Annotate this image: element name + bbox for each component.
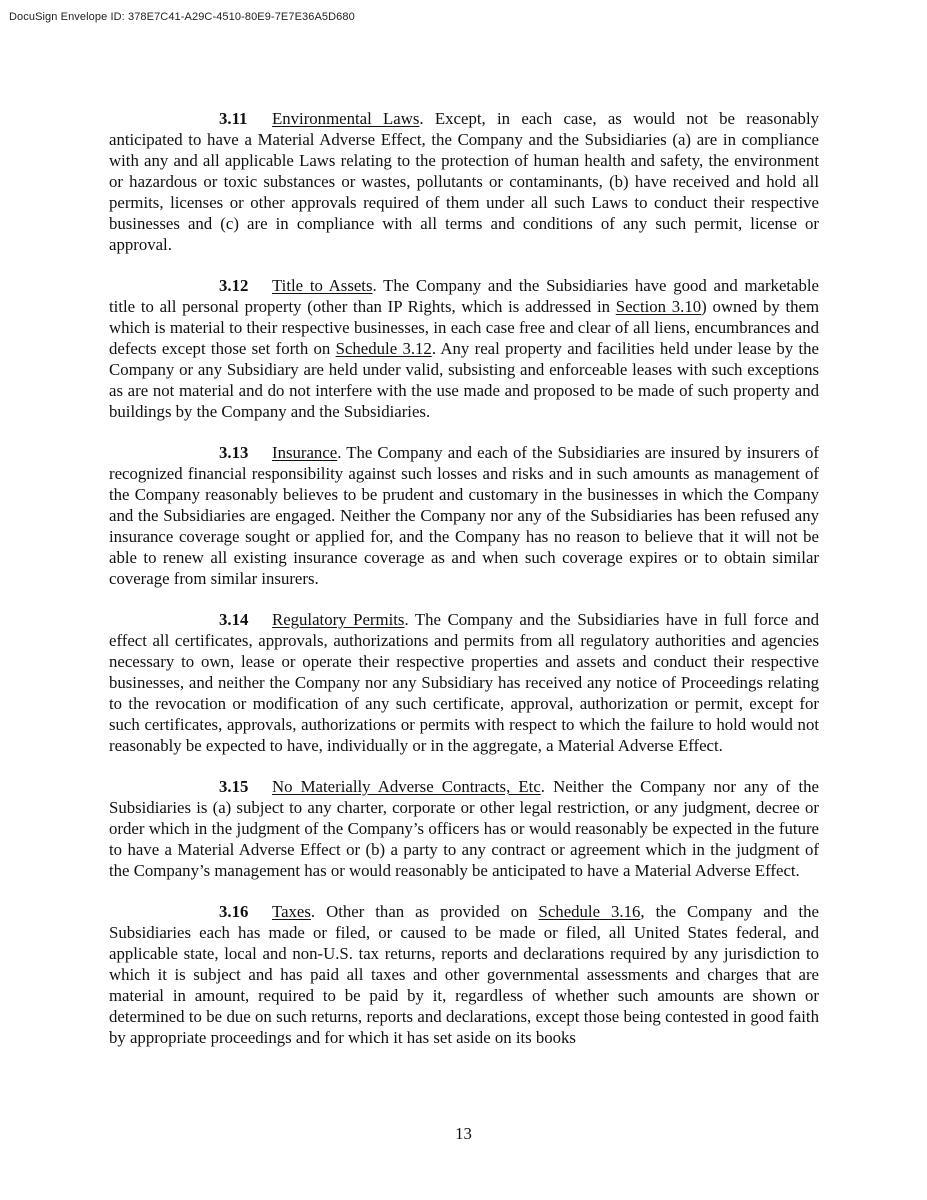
section-heading: Title to Assets: [272, 276, 373, 295]
section-text: . Except, in each case, as would not be reasonably anticipated to have a Material Adverse Effect, the Company and the Subsidiaries (a) are in compliance with any and all applicable Laws relating to the protection of human health and safety, the environment or hazardous or toxic substances or wastes, pollutants or contaminants, (b) have received and hold all permits, licenses or other approvals required of them under all such Laws to conduct their respective businesses and (c) are in compliance with all terms and conditions of any such permit, license or approval.: [109, 109, 819, 254]
section-3-11: [109, 108, 819, 255]
cross-reference-section-3-10: Section 3.10: [615, 297, 702, 316]
section-number: 3.14: [219, 610, 249, 629]
section-3-14: [109, 609, 819, 756]
section-number: 3.15: [219, 777, 249, 796]
section-3-15: [109, 776, 819, 881]
section-text: . The Company and the Subsidiaries have good and marketable title to all personal property (other than IP Rights, which is addressed in: [109, 276, 820, 316]
section-heading: Taxes: [272, 902, 311, 921]
section-text: ) owned by them which is material to their respective businesses, in each case free and clear of all liens, encumbrances and defects except those set forth on: [109, 297, 820, 358]
section-heading: Regulatory Permits: [272, 610, 405, 629]
section-text: . The Company and each of the Subsidiaries are insured by insurers of recognized financial responsibility against such losses and risks and in such amounts as management of the Company reasonably believes to be prudent and customary in the businesses in which the Company and the Subsidiaries are engaged. Neither the Company nor any of the Subsidiaries has been refused any insurance coverage sought or applied for, and the Company has no reason to believe that it will not be able to renew all existing insurance coverage as and when such coverage expires or to obtain similar coverage from similar insurers.: [109, 443, 819, 588]
section-text: , the Company and the Subsidiaries each has made or filed, or caused to be made or filed, all United States federal, and applicable state, local and non-U.S. tax returns, reports and declarations required by any jurisdiction to which it is subject and has paid all taxes and other governmental assessments and charges that are material in amount, required to be paid by it, regardless of whether such amounts are shown or determined to be due on such returns, reports and declarations, except those being contested in good faith by appropriate proceedings and for which it has set aside on its books: [109, 902, 820, 1047]
section-heading: Insurance: [272, 443, 338, 462]
section-number: 3.11: [219, 109, 248, 128]
section-number: 3.12: [219, 276, 249, 295]
section-3-16: [109, 901, 819, 1048]
section-text: . Other than as provided on: [310, 902, 539, 921]
section-number: 3.13: [219, 443, 249, 462]
docusign-envelope-id: DocuSign Envelope ID: 378E7C41-A29C-4510-80E9-7E7E36A5D680: [9, 11, 355, 23]
section-heading: No Materially Adverse Contracts, Etc: [272, 777, 541, 796]
section-number: 3.16: [219, 902, 249, 921]
section-heading: Environmental Laws: [272, 109, 420, 128]
section-3-13: [109, 442, 819, 589]
cross-reference-schedule-3-12: Schedule 3.12: [335, 339, 432, 358]
document-body: [109, 108, 819, 1068]
section-text: . The Company and the Subsidiaries have in full force and effect all certificates, approvals, authorizations and permits from all regulatory authorities and agencies necessary to own, lease or operate their respective properties and assets and conduct their respective businesses, and neither the Company nor any Subsidiary has received any notice of Proceedings relating to the revocation or modification of any such certificate, approval, authorization or permit, except for such certificates, approvals, authorizations or permits with respect to which the failure to hold would not reasonably be expected to have, individually or in the aggregate, a Material Adverse Effect.: [109, 610, 819, 755]
section-text: . Neither the Company nor any of the Subsidiaries is (a) subject to any charter, corporate or other legal restriction, or any judgment, decree or order which in the judgment of the Company’s officers has or would reasonably be expected in the future to have a Material Adverse Effect or (b) a party to any contract or agreement which in the judgment of the Company’s management has or would reasonably be anticipated to have a Material Adverse Effect.: [109, 777, 819, 880]
section-text: . Any real property and facilities held under lease by the Company or any Subsidiary are held under valid, subsisting and enforceable leases with such exceptions as are not material and do not interfere with the use made and proposed to be made of such property and buildings by the Company and the Subsidiaries.: [109, 339, 820, 421]
page-number: 13: [455, 1124, 472, 1143]
section-3-12: [109, 275, 819, 422]
cross-reference-schedule-3-16: Schedule 3.16: [538, 902, 641, 921]
